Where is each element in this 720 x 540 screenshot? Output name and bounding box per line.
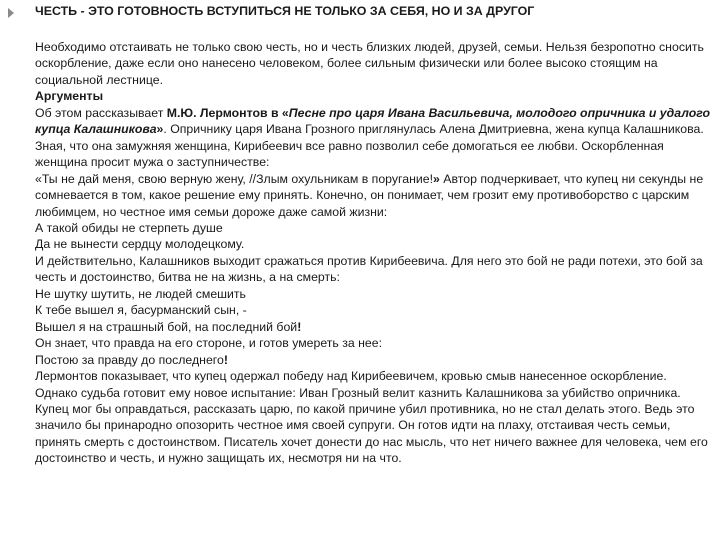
- argument-paragraph-4: Он знает, что правда на его стороне, и готов умереть за нее:: [35, 336, 383, 351]
- para2: Автор подчеркивает, что купец ни секунды не сомневается в том, какое решение ему принять. Конечно, он понимает, чем грозит ему противоборство с царским любимцем, но честное имя семьи дороже даже самой жизни:: [35, 171, 704, 219]
- argument-paragraph-5: Лермонтов показывает, что купец одержал победу над Кирибеевичем, кровью смыв нанесенное оскорбление. Однако судьба готовит ему новое испытание: Иван Грозный велит казнить Калашникова за убийство опричника. Купец мог бы оправдаться, рассказать царю, по какой причине убил противника, но не стал делать этого. Ведь это значило бы принародно опозорить честное имя своей супруги. Он готов идти на плаху, отстаивая честь семьи, принять смерть с достоинством. Писатель хочет донести до нас мысль, что нет ничего важнее для человека, чем его достоинство и честь, и нужно защищать их, несмотря ни на что.: [35, 369, 708, 466]
- bullet-arrow-icon: [8, 8, 14, 18]
- verse-line-2: Да не вынести сердцу молодецкому.: [35, 237, 245, 252]
- verse-6-text: Постою за правду до последнего: [35, 352, 224, 367]
- verse-line-4: К тебе вышел я, басурманский сын, -: [35, 303, 247, 318]
- verse-line-3: Не шутку шутить, не людей смешить: [35, 286, 246, 301]
- argument-paragraph-3: И действительно, Калашников выходит сражаться против Кирибеевича. Для него это бой не ради потехи, это бой за честь и достоинство, битва не на жизнь, а на смерть:: [35, 253, 703, 285]
- para1-rest: . Опричнику царя Ивана Грозного приглянулась Алена Дмитриевна, жена купца Калашникова. Зная, что она замужняя женщина, Кирибеевич все равно позволил себе домогаться ее любви. Оскорбленная женщина просит мужа о заступничестве:: [35, 122, 704, 170]
- verse-line-5: [35, 319, 710, 335]
- verse-6-end: !: [223, 352, 228, 367]
- argument-paragraph-2: [35, 171, 710, 220]
- para1-author: М.Ю. Лермонтов в «: [166, 105, 289, 120]
- verse-line-6: [35, 352, 710, 368]
- poem-title: Песне про царя Ивана Васильевича, молодого опричника и удалого купца Калашникова: [35, 105, 710, 137]
- verse-line-1: А такой обиды не стерпеть душе: [35, 220, 223, 235]
- argument-paragraph-1: [35, 105, 710, 171]
- quote-1-end: »: [433, 171, 440, 186]
- slide-body: [35, 39, 710, 467]
- slide-heading: ЧЕСТЬ - ЭТО ГОТОВНОСТЬ ВСТУПИТЬСЯ НЕ ТОЛЬКО ЗА СЕБЯ, НО И ЗА ДРУГОГ: [35, 4, 535, 18]
- poem-title-end: »: [156, 122, 164, 137]
- arguments-label: Аргументы: [35, 89, 104, 104]
- para1-start: Об этом рассказывает: [35, 105, 167, 120]
- quote-1: «Ты не дай меня, свою верную жену, //Злым охульникам в поругание!: [35, 171, 434, 186]
- verse-5-text: Вышел я на страшный бой, на последний бой: [35, 319, 298, 334]
- verse-5-end: !: [297, 319, 302, 334]
- intro-paragraph: Необходимо отстаивать не только свою честь, но и честь близких людей, друзей, семьи. Нельзя безропотно сносить оскорбление, даже если оно нанесено человеком, более сильным физически или более высоко стоящим на социальной лестнице.: [35, 40, 704, 87]
